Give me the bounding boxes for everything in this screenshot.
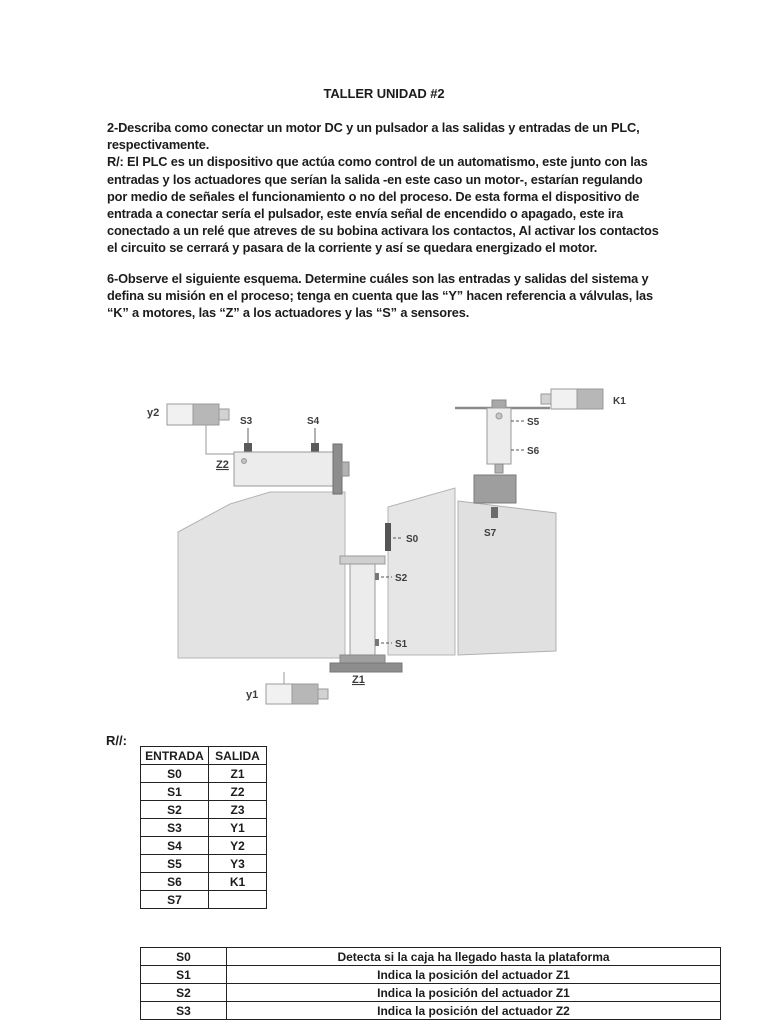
sensor-cell-id: S1 — [141, 966, 227, 984]
question-2: 2-Describa como conectar un motor DC y un pulsador a las salidas y entradas de un PLC, respectivamente. — [107, 120, 640, 153]
io-cell-entrada: S2 — [141, 801, 209, 819]
sensor-s5-label: S5 — [527, 417, 540, 428]
io-cell-salida: Y2 — [209, 837, 267, 855]
io-cell-salida: Z1 — [209, 765, 267, 783]
sensor-s3-label: S3 — [240, 416, 253, 427]
io-cell-salida: Y1 — [209, 819, 267, 837]
table-row — [141, 837, 267, 855]
io-cell-entrada: S0 — [141, 765, 209, 783]
sensor-s4-label: S4 — [307, 416, 320, 427]
io-cell-salida: K1 — [209, 873, 267, 891]
sensor-cell-id: S2 — [141, 984, 227, 1002]
table-row — [141, 984, 721, 1002]
answer-2: R/: El PLC es un dispositivo que actúa como control de un automatismo, este junto con las entradas y los actuadores que serían la salida -en este caso un motor-, estarían regulando por medio de señales el funcionamiento o no del proceso. De esta forma el dispositivo de entrada a conectar sería el pulsador, este envía señal de encendido o apagado, este ira conectado a un relé que atreves de su bobina activara los contactos, Al activar los contactos el circuito se cerrará y pasara de la corriente y así se quedara energizado el motor. — [107, 154, 659, 256]
io-cell-salida — [209, 891, 267, 909]
table-row — [141, 1002, 721, 1020]
io-cell-entrada: S3 — [141, 819, 209, 837]
table-row — [141, 765, 267, 783]
sensor-cell-description: Indica la posición del actuador Z1 — [227, 984, 721, 1002]
answer-label: R//: — [106, 733, 127, 748]
io-cell-salida: Z3 — [209, 801, 267, 819]
sensor-s7-label: S7 — [484, 528, 497, 539]
valve-y2-label: y2 — [147, 407, 160, 419]
cylinder-z2-label: Z2 — [216, 459, 229, 471]
sensor-s1-label: S1 — [395, 639, 408, 650]
chute-right-plate — [458, 501, 556, 655]
io-table-header-entrada: ENTRADA — [141, 747, 209, 765]
text-block — [107, 119, 664, 321]
io-cell-entrada: S5 — [141, 855, 209, 873]
table-row — [141, 855, 267, 873]
table-row — [141, 873, 267, 891]
io-cell-entrada: S4 — [141, 837, 209, 855]
io-cell-salida: Y3 — [209, 855, 267, 873]
sensor-s2-label: S2 — [395, 573, 408, 584]
table-row — [141, 819, 267, 837]
sensor-cell-description: Indica la posición del actuador Z1 — [227, 966, 721, 984]
table-row — [141, 783, 267, 801]
sensor-cell-description: Detecta si la caja ha llegado hasta la plataforma — [227, 948, 721, 966]
sensor-s3 — [244, 428, 252, 452]
table-row — [141, 891, 267, 909]
valve-k1 — [541, 389, 603, 409]
cylinder-z2 — [234, 444, 349, 494]
machine-body — [178, 492, 345, 658]
valve-y1 — [266, 672, 328, 704]
page-title: TALLER UNIDAD #2 — [323, 86, 445, 101]
table-row — [141, 966, 721, 984]
io-table-header-salida: SALIDA — [209, 747, 267, 765]
question-6: 6-Observe el siguiente esquema. Determine cuáles son las entradas y salidas del sistema y defina su misión en el proceso; tenga en cuenta que las “Y” hacen referencia a válvulas, las “K” a motores, las “Z” a los actuadores y las “S” a sensores. — [107, 270, 653, 321]
table-row — [141, 948, 721, 966]
io-table — [140, 746, 267, 909]
sensor-s4 — [311, 428, 319, 452]
io-cell-entrada: S1 — [141, 783, 209, 801]
vertical-actuator — [487, 400, 511, 473]
valve-y2 — [167, 404, 234, 454]
sensor-cell-id: S3 — [141, 1002, 227, 1020]
table-row — [141, 801, 267, 819]
sensor-cell-description: Indica la posición del actuador Z2 — [227, 1002, 721, 1020]
sensor-s0-label: S0 — [406, 534, 419, 545]
chute-left-plate — [388, 488, 455, 655]
io-table-header-row — [141, 747, 267, 765]
io-cell-entrada: S7 — [141, 891, 209, 909]
schematic-diagram — [134, 380, 644, 715]
io-cell-salida: Z2 — [209, 783, 267, 801]
sensor-cell-id: S0 — [141, 948, 227, 966]
sensor-s6-label: S6 — [527, 446, 540, 457]
sensor-table — [140, 947, 721, 1020]
io-cell-entrada: S6 — [141, 873, 209, 891]
valve-k1-label: K1 — [613, 396, 626, 407]
valve-y1-label: y1 — [246, 689, 259, 701]
cylinder-z1-label: Z1 — [352, 674, 365, 686]
